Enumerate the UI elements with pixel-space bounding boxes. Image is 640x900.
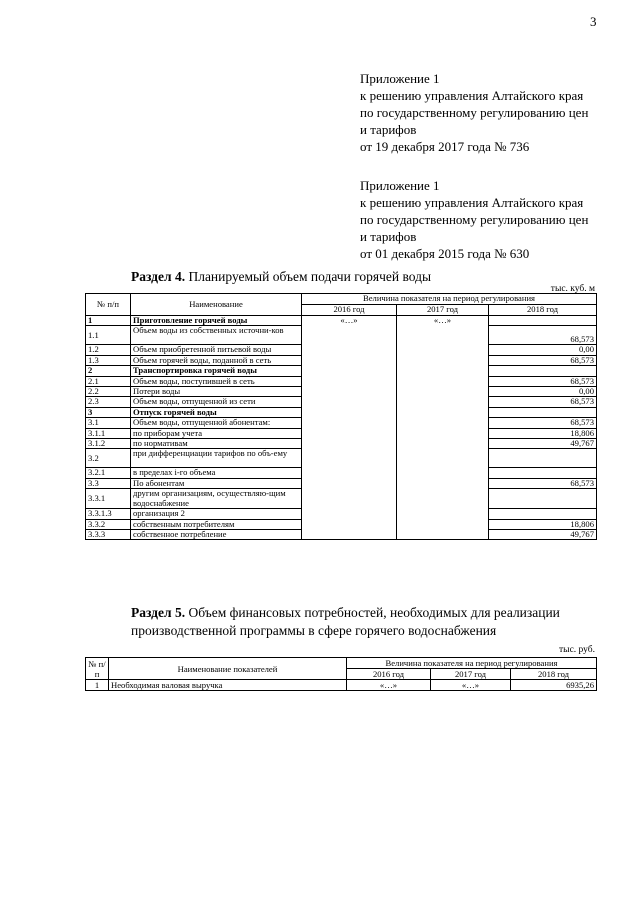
row-num: 1 xyxy=(86,680,109,691)
value-2018: 18,806 xyxy=(489,428,597,438)
row-num: 3.1.2 xyxy=(86,439,131,449)
section4-title xyxy=(131,269,431,285)
section5-unit: тыс. руб. xyxy=(559,645,595,655)
value-2018 xyxy=(489,449,597,468)
row-name: Объем приобретенной питьевой воды xyxy=(131,345,302,355)
row-name: Объем воды, отпущенной из сети xyxy=(131,397,302,407)
row-num: 3.3.1.3 xyxy=(86,509,131,519)
row-name: при дифференциации тарифов по объ-ему xyxy=(131,449,302,468)
appendix-line: к решению управления Алтайского края xyxy=(360,195,584,210)
row-name: по приборам учета xyxy=(131,428,302,438)
row-name: Объем горячей воды, поданной в сеть xyxy=(131,355,302,365)
appendix-current xyxy=(360,70,588,155)
value-2018 xyxy=(489,316,597,326)
row-num: 2.2 xyxy=(86,387,131,397)
row-num: 3.2.1 xyxy=(86,468,131,478)
row-name: собственным потребителям xyxy=(131,519,302,529)
section4-title-label: Раздел 4. xyxy=(131,269,186,284)
header-year-2016: 2016 год xyxy=(302,305,397,316)
value-2018: 68,573 xyxy=(489,478,597,488)
value-2018: 49,767 xyxy=(489,529,597,539)
value-2018: 18,806 xyxy=(489,519,597,529)
appendix-line: Приложение 1 xyxy=(360,178,440,193)
value-2018: 68,573 xyxy=(489,355,597,365)
header-year-2018: 2018 год xyxy=(511,669,597,680)
header-year-2016: 2016 год xyxy=(347,669,431,680)
header-year-2017: 2017 год xyxy=(431,669,511,680)
value-2018: 49,767 xyxy=(489,439,597,449)
row-name: по нормативам xyxy=(131,439,302,449)
row-name: другим организациям, осуществляю-щим водоснабжение xyxy=(131,489,302,509)
row-num: 1.3 xyxy=(86,355,131,365)
row-num: 3.1 xyxy=(86,418,131,428)
row-name: По абонентам xyxy=(131,478,302,488)
row-num: 1 xyxy=(86,316,131,326)
header-year-2018: 2018 год xyxy=(489,305,597,316)
table-row xyxy=(86,680,597,691)
appendix-line: и тарифов xyxy=(360,122,417,137)
header-name: Наименование показателей xyxy=(109,658,347,680)
header-num: № п/п xyxy=(86,658,109,680)
table-row xyxy=(86,316,597,326)
row-name: Объем воды, поступившей в сеть xyxy=(131,376,302,386)
appendix-line: от 01 декабря 2015 года № 630 xyxy=(360,246,530,261)
row-name: собственное потребление xyxy=(131,529,302,539)
appendix-line: к решению управления Алтайского края xyxy=(360,88,584,103)
page-number: 3 xyxy=(590,14,597,29)
section4-unit: тыс. куб. м xyxy=(550,284,595,294)
row-num: 3.3.1 xyxy=(86,489,131,509)
row-num: 3.1.1 xyxy=(86,428,131,438)
row-num: 3.3.2 xyxy=(86,519,131,529)
row-name: Отпуск горячей воды xyxy=(131,407,302,417)
section5-title xyxy=(131,604,593,640)
section5-title-text: Объем финансовых потребностей, необходимых для реализации производственной программы в сфере горячего водоснабжения xyxy=(131,605,560,638)
row-name: Объем воды, отпущенной абонентам: xyxy=(131,418,302,428)
value-2018: 68,573 xyxy=(489,418,597,428)
row-name: Необходимая валовая выручка xyxy=(109,680,347,691)
section5-table xyxy=(85,657,597,691)
header-period: Величина показателя на период регулирования xyxy=(302,294,597,305)
appendix-line: по государственному регулированию цен xyxy=(360,105,589,120)
header-year-2017: 2017 год xyxy=(397,305,489,316)
value-2018: 0,00 xyxy=(489,345,597,355)
appendix-previous xyxy=(360,177,588,262)
row-name: в пределах i-го объема xyxy=(131,468,302,478)
section4-title-text: Планируемый объем подачи горячей воды xyxy=(185,269,432,284)
value-2018: 68,573 xyxy=(489,326,597,345)
appendix-line: от 19 декабря 2017 года № 736 xyxy=(360,139,530,154)
section5-title-label: Раздел 5. xyxy=(131,605,186,620)
row-num: 3 xyxy=(86,407,131,417)
row-num: 3.3.3 xyxy=(86,529,131,539)
row-name: организация 2 xyxy=(131,509,302,519)
row-name: Потери воды xyxy=(131,387,302,397)
value-2018: 68,573 xyxy=(489,397,597,407)
value-2016: «…» xyxy=(302,316,397,540)
header-name: Наименование xyxy=(131,294,302,316)
row-name: Объем воды из собственных источни-ков xyxy=(131,326,302,345)
row-num: 2 xyxy=(86,366,131,376)
value-2018: 68,573 xyxy=(489,376,597,386)
header-num: № п/п xyxy=(86,294,131,316)
row-num: 3.3 xyxy=(86,478,131,488)
row-num: 2.3 xyxy=(86,397,131,407)
value-2018 xyxy=(489,468,597,478)
value-2018 xyxy=(489,407,597,417)
appendix-line: Приложение 1 xyxy=(360,71,440,86)
value-2018: 6935,26 xyxy=(511,680,597,691)
row-name: Транспортировка горячей воды xyxy=(131,366,302,376)
row-name: Приготовление горячей воды xyxy=(131,316,302,326)
row-num: 3.2 xyxy=(86,449,131,468)
row-num: 1.2 xyxy=(86,345,131,355)
value-2018 xyxy=(489,509,597,519)
value-2018 xyxy=(489,366,597,376)
appendix-line: по государственному регулированию цен xyxy=(360,212,589,227)
row-num: 2.1 xyxy=(86,376,131,386)
appendix-line: и тарифов xyxy=(360,229,417,244)
header-period: Величина показателя на период регулирования xyxy=(347,658,597,669)
section4-table xyxy=(85,293,597,540)
value-2018: 0,00 xyxy=(489,387,597,397)
value-2017: «…» xyxy=(397,316,489,540)
value-2017: «…» xyxy=(431,680,511,691)
value-2016: «…» xyxy=(347,680,431,691)
row-num: 1.1 xyxy=(86,326,131,345)
value-2018 xyxy=(489,489,597,509)
